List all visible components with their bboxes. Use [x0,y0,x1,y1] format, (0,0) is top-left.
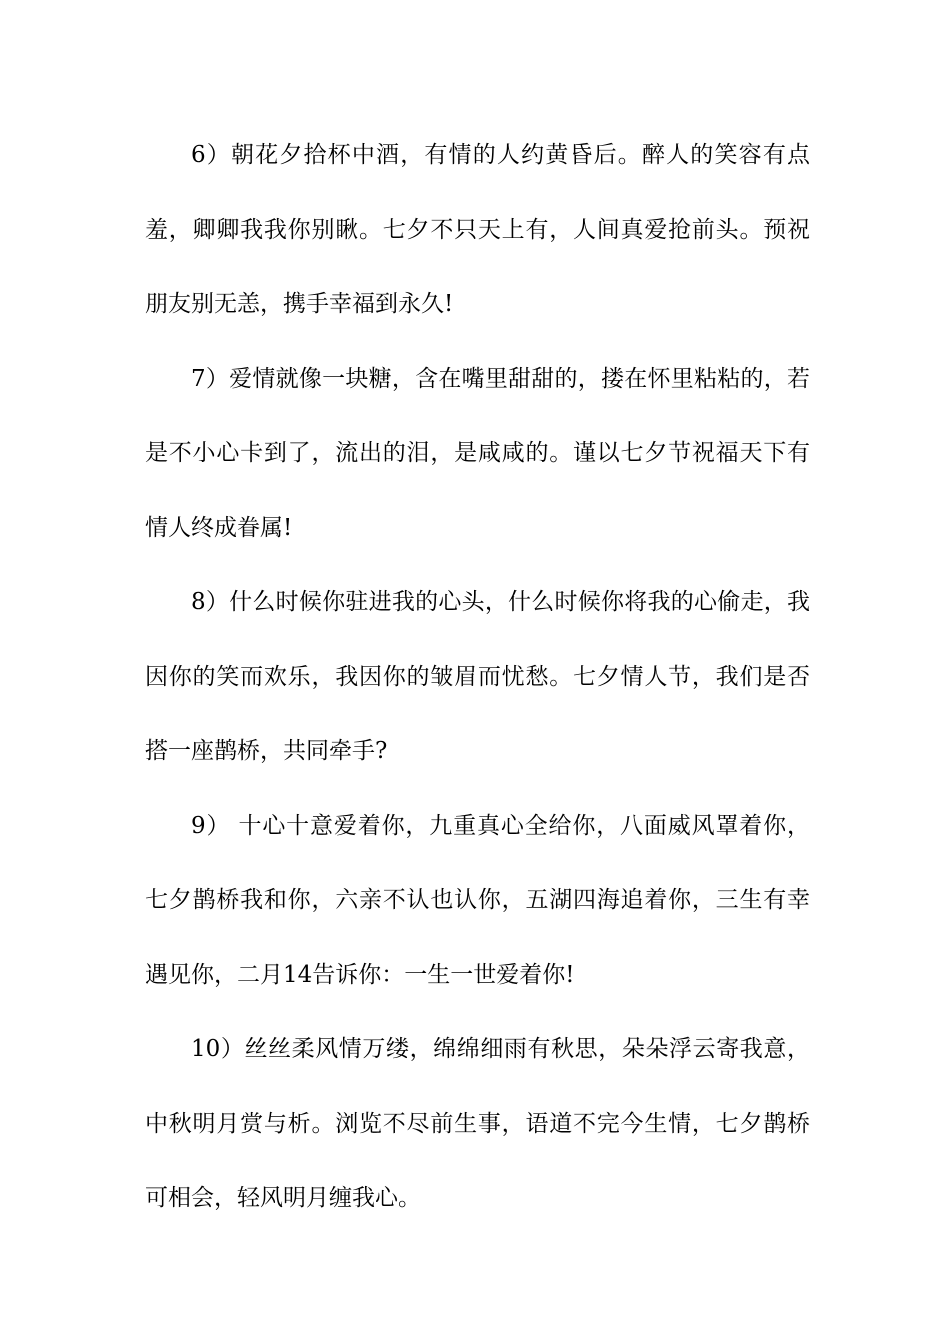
paragraph-10: 10）丝丝柔风情万缕，绵绵细雨有秋思，朵朵浮云寄我意，中秋明月赏与析。浏览不尽前生事，语道不完今生情，七夕鹊桥可相会，轻风明月缠我心。 [145,1036,810,1211]
document-body [145,118,810,1236]
paragraph-7: 7）爱情就像一块糖，含在嘴里甜甜的，搂在怀里粘粘的，若是不小心卡到了，流出的泪，是咸咸的。谨以七夕节祝福天下有情人终成眷属! [145,365,810,541]
paragraph-9: 9） 十心十意爱着你，九重真心全给你，八面威风罩着你，七夕鹊桥我和你，六亲不认也认你，五湖四海追着你，三生有幸遇见你，二月14告诉你：一生一世爱着你! [145,812,810,988]
paragraph-6: 6）朝花夕拾杯中酒，有情的人约黄昏后。醉人的笑容有点羞，卿卿我我你别瞅。七夕不只天上有，人间真爱抢前头。预祝朋友别无恙，携手幸福到永久! [145,142,810,317]
paragraph-8: 8）什么时候你驻进我的心头，什么时候你将我的心偷走，我因你的笑而欢乐，我因你的皱眉而忧愁。七夕情人节，我们是否搭一座鹊桥，共同牵手? [145,589,810,764]
